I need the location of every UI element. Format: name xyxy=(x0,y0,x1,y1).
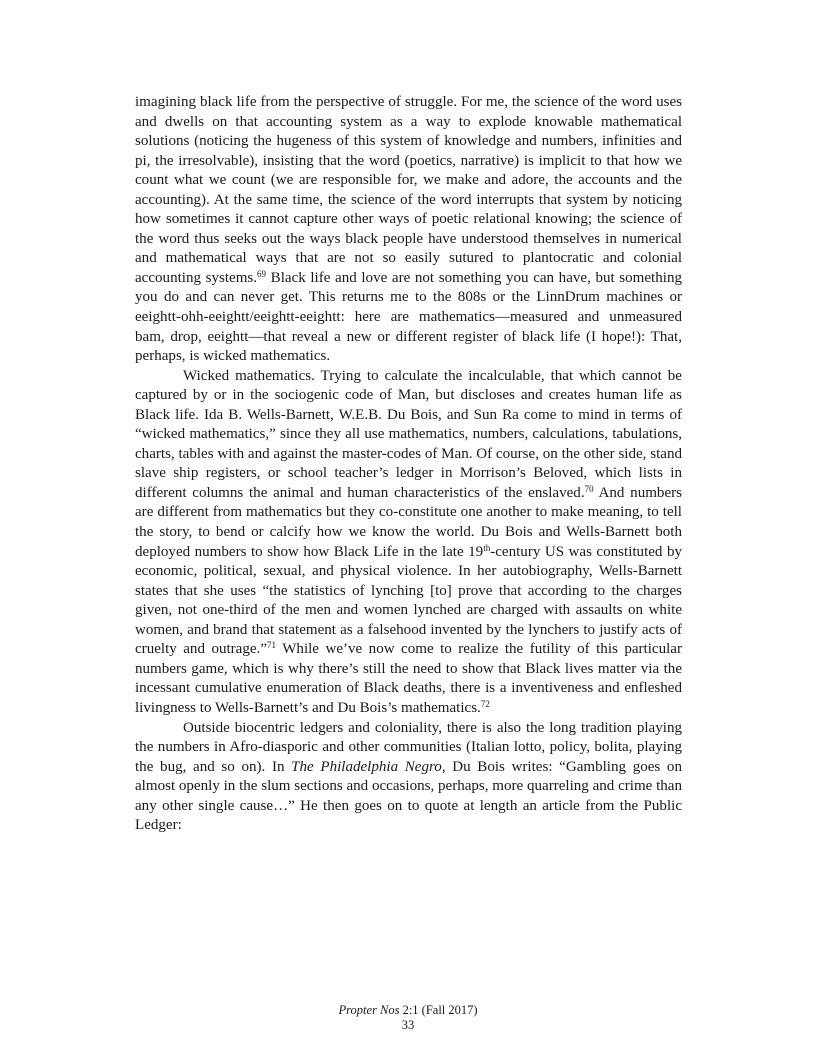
ordinal-superscript: th xyxy=(483,542,491,553)
paragraph-2-text-c: -century US was constituted by economic, political, sexual, and physical violence. In her autobiography, Wells-Barnett states that she uses “the statistics of lynching [to] prove that according to the charges given, not one-third of the men and women lynched are charged with assaults on white women, and brand that statement as a falsehood invented by the lynchers to justify acts of cruelty and outrage.” xyxy=(135,543,682,658)
journal-title: Propter Nos xyxy=(338,1003,400,1017)
paragraph-3-text-b: , Du Bois writes: “Gambling goes on almost openly in the slum sections and occasions, perhaps, more quarreling and crime than any other single cause…” He then goes on to quote at length an article from the Public Ledger: xyxy=(135,758,682,834)
paragraph-3-text-a: Outside biocentric ledgers and coloniality, there is also the long tradition playing the numbers in Afro-diasporic and other communities (Italian lotto, policy, bolita, playing the bug, and so on). In xyxy=(135,719,682,775)
footnote-ref-70[interactable]: 70 xyxy=(584,483,594,494)
footnote-ref-69[interactable]: 69 xyxy=(257,268,267,279)
footnote-ref-72[interactable]: 72 xyxy=(480,699,490,709)
paragraph-1-text-a: imagining black life from the perspective of struggle. For me, the science of the word uses and dwells on that accounting system as a way to explode knowable mathematical solutions (noticing the hugeness of this system of knowledge and numbers, infinities and pi, the irresolvable), insisting that the word (poetics, narrative) is implicit to that how we count what we count (we are responsible for, we make and adore, the accounts and the accounting). At the same time, the science of the word interrupts that system by noticing how sometimes it cannot capture other ways of poetic relational knowing; the science of the word thus seeks out the ways black people have understood themselves in numerical and mathematical ways that are not so easily sutured to plantocratic and colonial accounting systems. xyxy=(135,94,682,286)
footnote-ref-71[interactable]: 71 xyxy=(267,640,277,651)
book-title: The Philadelphia Negro xyxy=(291,758,442,775)
page-footer xyxy=(0,1003,816,1033)
page-number: 33 xyxy=(401,1018,415,1032)
paragraph-2-text-d: While we’ve now come to realize the futility of this particular numbers game, which is why there’s still the need to show that Black lives matter via the incessant cumulative enumeration of Black deaths, there is a inventiveness and enfleshed livingness to Wells-Barnett’s and Du Bois’s mathematics. xyxy=(135,641,682,716)
paragraph-1 xyxy=(135,93,682,367)
paragraph-2-text-a: Wicked mathematics. Trying to calculate the incalculable, that which cannot be captured by or in the sociogenic code of Man, but discloses and creates human life as Black life. Ida B. Wells-Barnett, W.E.B. Du Bois, and Sun Ra come to mind in terms of “wicked mathematics,” since they all use mathematics, numbers, calculations, tabulations, charts, tables with and against the master-codes of Man. Of course, on the other side, stand slave ship registers, or school teacher’s ledger in Morrison’s Beloved, which lists in different columns the animal and human characteristics of the enslaved. xyxy=(135,367,682,501)
issue-info: 2:1 (Fall 2017) xyxy=(399,1003,478,1017)
paragraph-1-text-b: Black life and love are not something you can have, but something you do and can never get. This returns me to the 808s or the LinnDrum machines or eeightt-ohh-eeightt/eeightt-eeightt: here are mathematics—measured and unmeasured bam, drop, eeightt—that reveal a new or different register of black life (I hope!): That, perhaps, is wicked mathematics. xyxy=(135,269,682,365)
paragraph-2-text-b: And numbers are different from mathematics but they co-constitute one another to make meaning, to tell the story, to bend or calcify how we know the world. Du Bois and Wells-Barnett both deployed numbers to show how Black Life in the late 19 xyxy=(135,484,682,560)
footer-citation xyxy=(0,1003,816,1018)
paragraph-3 xyxy=(135,719,682,836)
body-text xyxy=(135,93,682,836)
paragraph-2 xyxy=(135,367,682,719)
